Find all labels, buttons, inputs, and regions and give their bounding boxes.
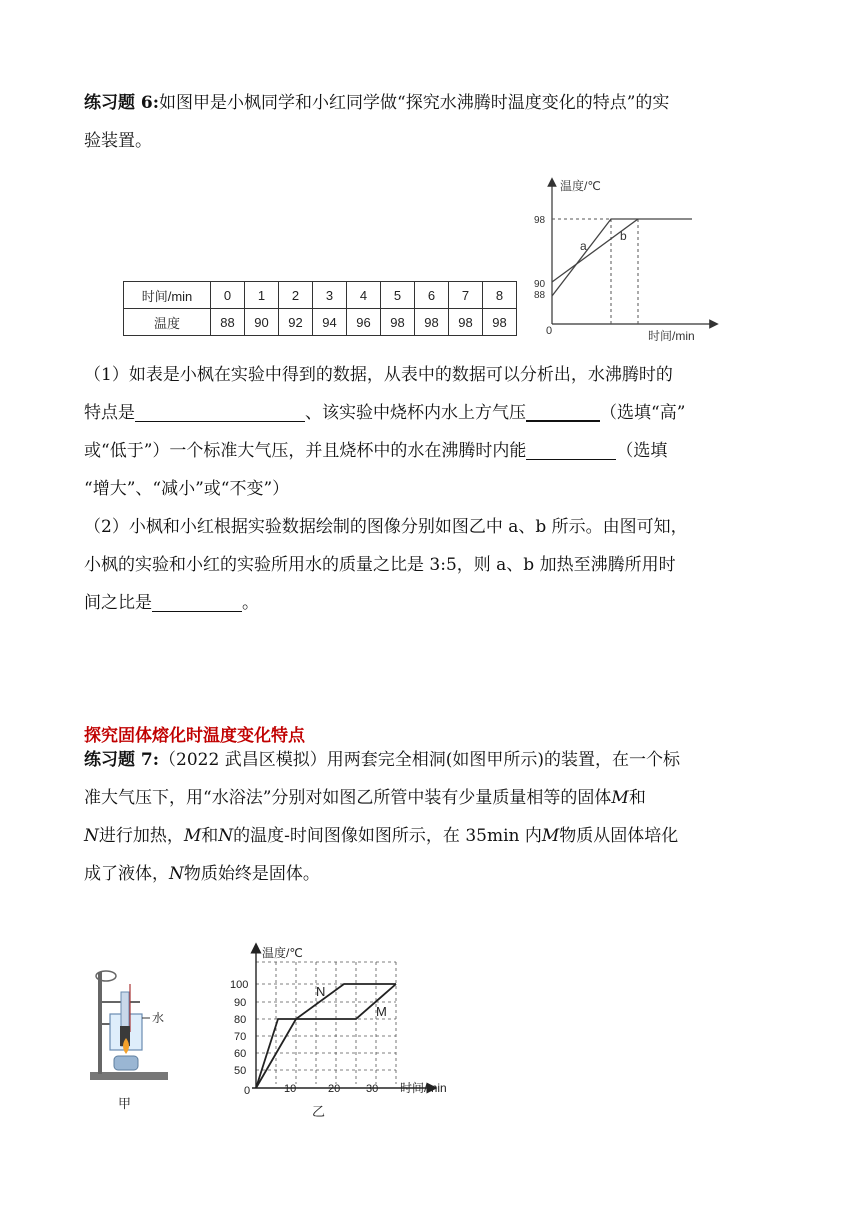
q6-label: 练习题 6:	[84, 93, 160, 113]
section-heading: 探究固体熔化时温度变化特点	[84, 726, 305, 746]
fig-jia-label: 甲	[118, 1096, 132, 1111]
origin-label: 0	[546, 325, 553, 337]
answer-blank[interactable]	[526, 398, 600, 422]
fig-yi-label: 乙	[312, 1104, 326, 1119]
series-N-label: N	[316, 984, 326, 999]
tick-label: 90	[234, 997, 247, 1009]
q7-label: 练习题 7:	[84, 750, 160, 770]
q6-part2: （2）小枫和小红根据实验数据绘制的图像分别如图乙中 a、b 所示。由图可知， 小枫的实验和小红的实验所用水的质量之比是 3:5，则 a、b 加热至沸腾所用时 间之比是 。	[84, 517, 688, 613]
x-axis-label: 时间/min	[648, 329, 695, 342]
tick-label: 70	[234, 1031, 247, 1043]
tick-label: 30	[366, 1083, 379, 1095]
q6-part1: （1）如表是小枫在实验中得到的数据，从表中的数据可以分析出，水沸腾时的 特点是 、该实验中烧杯内水上方气压 （选填“高” 或“低于”）一个标准大气压，并且烧杯中的水在沸腾时内能 （选填 “增大”、“减小”或“不变”）	[84, 365, 686, 499]
series-b-label: b	[620, 229, 627, 243]
apparatus-figure	[86, 962, 176, 1112]
tick-label: 50	[234, 1065, 247, 1077]
tick-label: 98	[534, 215, 546, 226]
origin-label: 0	[244, 1085, 251, 1097]
table-row: 时间/min 0 1 2 3 4 5 6 7 8	[124, 282, 517, 309]
q6-intro: 练习题 6:如图甲是小枫同学和小红同学做“探究水沸腾时温度变化的特点”的实 验装置。	[84, 93, 670, 151]
tick-label: 100	[230, 979, 249, 991]
table-header-temp: 温度	[124, 309, 211, 336]
answer-blank[interactable]	[526, 437, 616, 460]
y-axis-label: 温度/℃	[262, 946, 303, 960]
burner	[114, 1056, 138, 1070]
table-row: 温度 88 90 92 94 96 98 98 98 98	[124, 309, 517, 336]
answer-blank[interactable]	[152, 589, 242, 612]
tick-label: 20	[328, 1083, 341, 1095]
q6-boiling-chart	[524, 174, 724, 342]
tick-label: 60	[234, 1048, 247, 1060]
q7-melting-chart	[228, 940, 472, 1122]
q7-text: 练习题 7:（2022 武昌区模拟）用两套完全相洞(如图甲所示)的装置，在一个标 准大气压下，用“水浴法”分别对如图乙所管中装有少量质量相等的固体M和 N进行加热，M和N的温度-时间图像如图所示，在 35min 内M物质从固体培化 成了液体，N物质始终是固体。	[84, 750, 680, 884]
tick-label: 10	[284, 1083, 297, 1095]
series-a-label: a	[580, 239, 587, 253]
water-label: 水	[152, 1011, 165, 1025]
y-axis-label: 温度/℃	[560, 179, 601, 193]
tick-label: 90	[534, 279, 546, 290]
answer-blank[interactable]	[135, 399, 305, 422]
tick-label: 88	[534, 290, 546, 301]
x-axis-label: 时间/min	[400, 1081, 447, 1095]
tick-label: 80	[234, 1014, 247, 1026]
series-M-label: M	[376, 1004, 387, 1019]
table-header-time: 时间/min	[124, 282, 211, 309]
q6-data-table	[123, 281, 517, 336]
